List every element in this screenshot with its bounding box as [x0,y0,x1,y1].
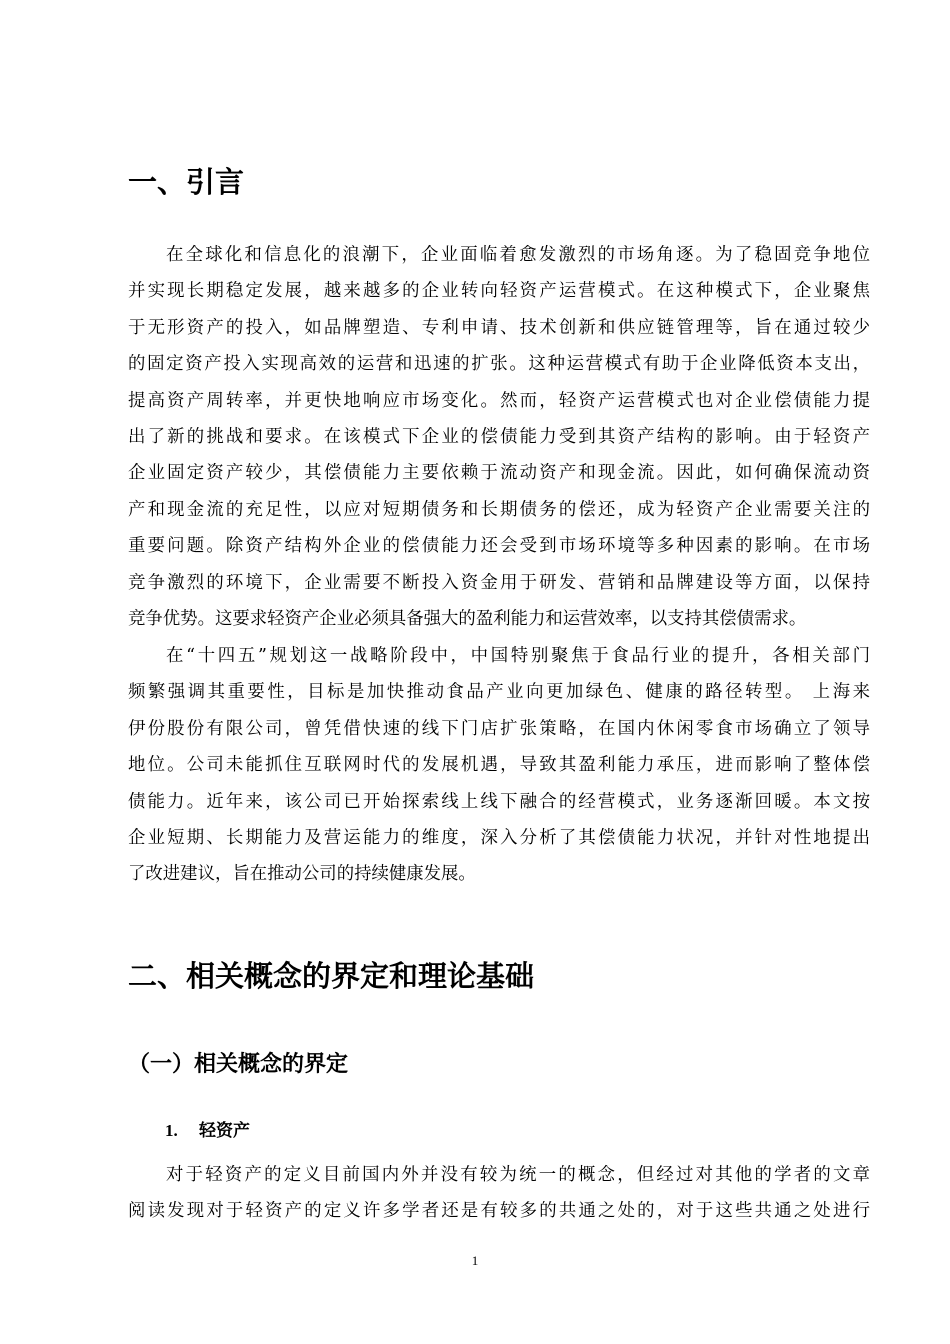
text-line: 企业固定资产较少，其偿债能力主要依赖于流动资产和现金流。因此，如何确保流动资 [128,463,870,484]
text-line: 竞争优势。这要求轻资产企业必须具备强大的盈利能力和运营效率，以支持其偿债需求。 [128,608,807,629]
text-line: 对于轻资产的定义目前国内外并没有较为统一的概念，但经过对其他的学者的文章 [166,1165,870,1185]
paragraph-light-assets [128,1157,870,1230]
text-line: 频繁强调其重要性，目标是加快推动食品产业向更加绿色、健康的路径转型。 上海来 [128,682,870,703]
text-line: 并实现长期稳定发展，越来越多的企业转向轻资产运营模式。在这种模式下，企业聚焦 [128,281,870,302]
text-line: 了改进建议，旨在推动公司的持续健康发展。 [128,864,476,885]
text-line: 债能力。近年来，该公司已开始探索线上线下融合的经营模式，业务逐渐回暖。本文按 [128,791,870,812]
text-line: 的固定资产投入实现高效的运营和迅速的扩张。这种运营模式有助于企业降低资本支出， [128,354,870,375]
text-line: 在全球化和信息化的浪潮下，企业面临着愈发激烈的市场角逐。为了稳固竞争地位 [166,245,870,265]
text-line: 出了新的挑战和要求。在该模式下企业的偿债能力受到其资产结构的影响。由于轻资产 [128,426,870,447]
text-line: 重要问题。除资产结构外企业的偿债能力还会受到市场环境等多种因素的影响。在市场 [128,536,870,557]
text-line: 企业短期、长期能力及营运能力的维度，深入分析了其偿债能力状况，并针对性地提出 [128,827,870,848]
text-line: 阅读发现对于轻资产的定义许多学者还是有较多的共通之处的，对于这些共通之处进行 [128,1201,870,1222]
page-number: 1 [471,1253,479,1268]
item-number: 1. [165,1121,178,1140]
text-line: 在“十四五”规划这一战略阶段中，中国特别聚焦于食品行业的提升，各相关部门 [166,646,870,666]
paragraph-introduction-1 [128,237,870,637]
text-line: 产和现金流的充足性，以应对短期债务和长期债务的偿还，成为轻资产企业需要关注的 [128,499,870,520]
item-heading-light-assets [165,1119,250,1143]
paragraph-introduction-2 [128,638,870,893]
item-title: 轻资产 [199,1121,250,1141]
text-line: 伊份股份有限公司，曾凭借快速的线下门店扩张策略，在国内休闲零食市场确立了领导 [128,718,870,739]
text-line: 于无形资产的投入，如品牌塑造、专利申请、技术创新和供应链管理等，旨在通过较少 [128,317,870,338]
section-heading-introduction: 一、引言 [128,165,245,199]
text-line: 地位。公司未能抓住互联网时代的发展机遇，导致其盈利能力承压，进而影响了整体偿 [128,755,870,776]
text-line: 提高资产周转率，并更快地响应市场变化。然而，轻资产运营模式也对企业偿债能力提 [128,390,870,411]
subsection-heading-concept-definitions: （一）相关概念的界定 [128,1052,349,1077]
text-line: 竞争激烈的环境下，企业需要不断投入资金用于研发、营销和品牌建设等方面，以保持 [128,572,870,593]
section-heading-concepts-and-theory: 二、相关概念的界定和理论基础 [128,959,535,993]
